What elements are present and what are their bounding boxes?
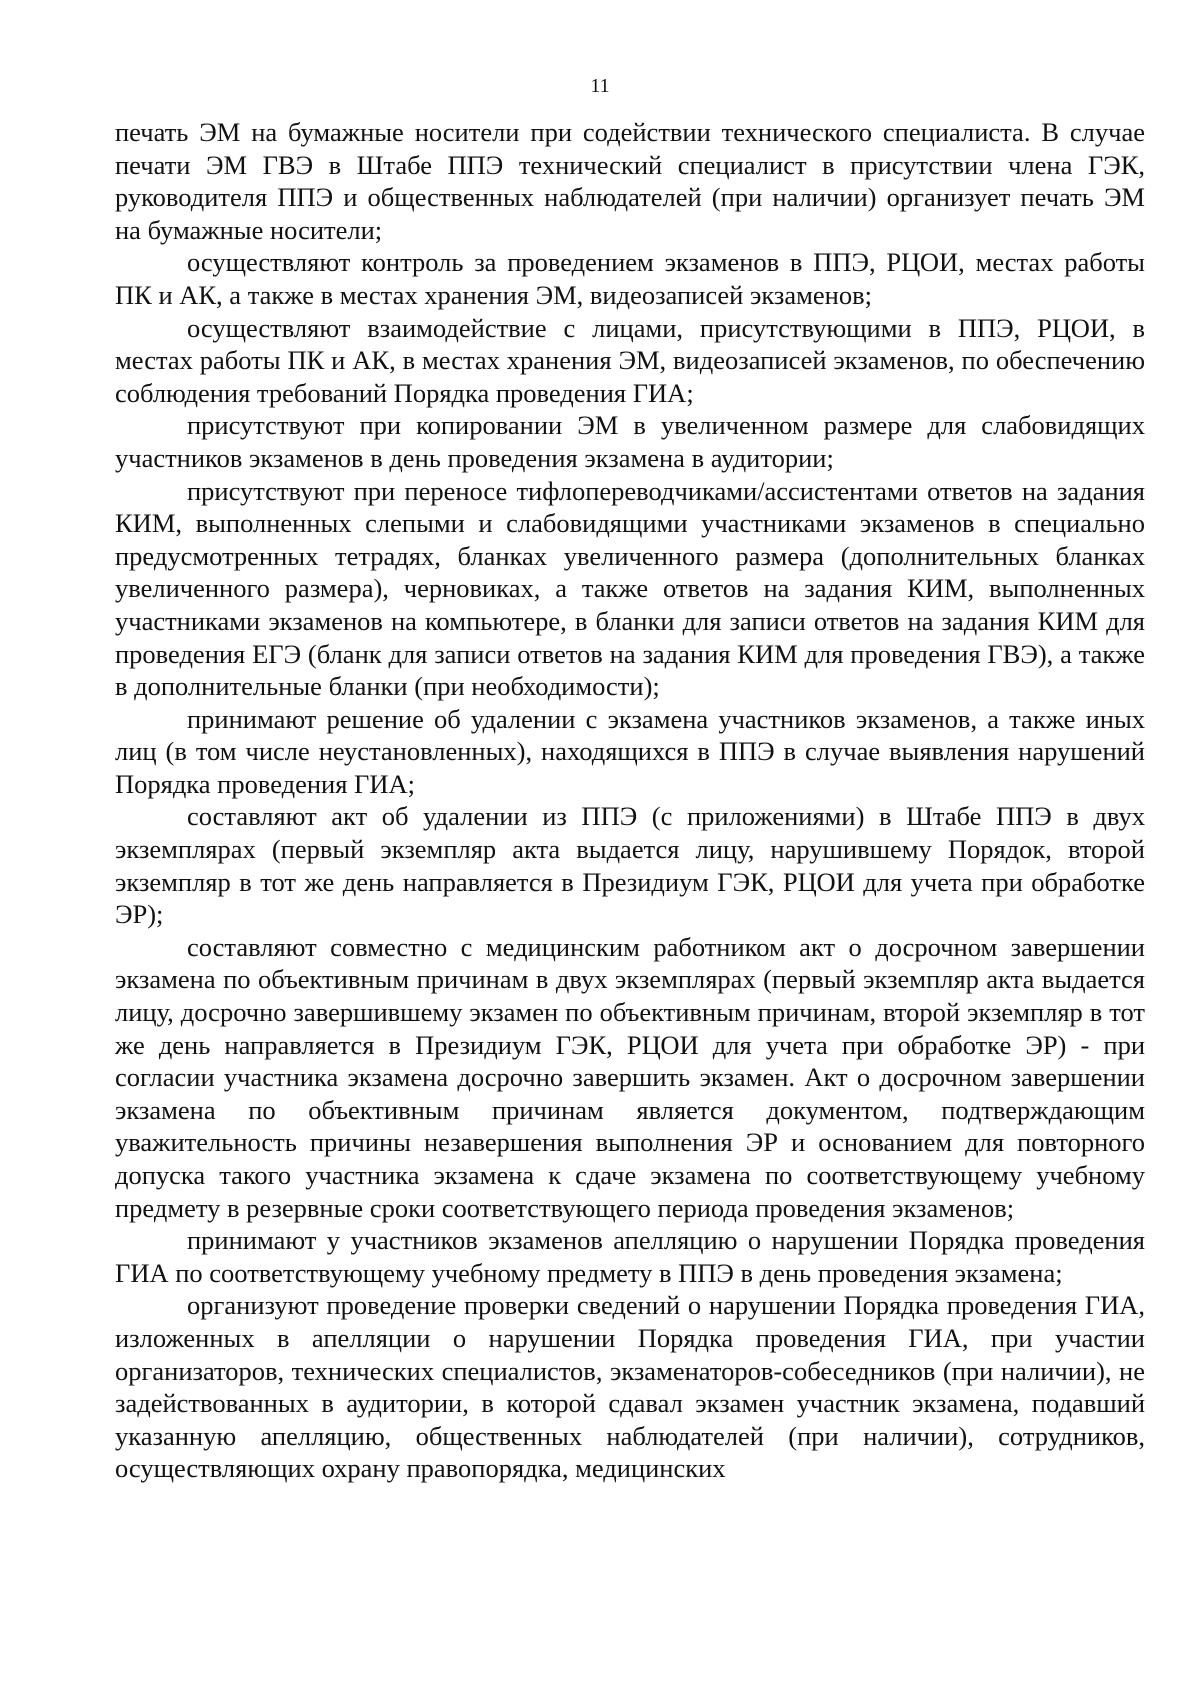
paragraph-appeal-check: организуют проведение проверки сведений о нарушении Порядка проведения ГИА, изложенных в апелляции о нарушении Порядка проведения ГИА, при участии организаторов, технических специалистов, экзаменаторов-собеседников (при наличии), не задействованных в аудитории, в которой сдавал экзамен участник экзамена, подавший указанную апелляцию, общественных наблюдателей (при наличии), сотрудников, осуществляющих охрану правопорядка, медицинских — [115, 1290, 1145, 1484]
paragraph-early-completion-act: составляют совместно с медицинским работником акт о досрочном завершении экзамена по объективным причинам в двух экземплярах (первый экземпляр акта выдается лицу, досрочно завершившему экзамен по объективным причинам, второй экземпляр в тот же день направляется в Президиум ГЭК, РЦОИ для учета при обработке ЭР) - при согласии участника экзамена досрочно завершить экзамен. Акт о досрочном завершении экзамена по объективным причинам является документом, подтверждающим уважительность причины незавершения выполнения ЭР и основанием для повторного допуска такого участника экзамена к сдаче экзамена по соответствующему учебному предмету в резервные сроки соответствующего периода проведения экзаменов; — [115, 931, 1145, 1223]
paragraph-interaction: осуществляют взаимодействие с лицами, присутствующими в ППЭ, РЦОИ, в местах работы ПК и АК, в местах хранения ЭМ, видеозаписей экзаменов, по обеспечению соблюдения требований Порядка проведения ГИА; — [115, 312, 1145, 408]
page-number: 11 — [590, 75, 610, 97]
paragraph-print-em: печать ЭМ на бумажные носители при содействии технического специалиста. В случае печати ЭМ ГВЭ в Штабе ППЭ технический специалист в присутствии члена ГЭК, руководителя ППЭ и общественных наблюдателей (при наличии) организует печать ЭМ на бумажные носители; — [115, 117, 1145, 245]
paragraph-removal-act: составляют акт об удалении из ППЭ (с приложениями) в Штабе ППЭ в двух экземплярах (первый экземпляр акта выдается лицу, нарушившему Порядок, второй экземпляр в тот же день направляется в Президиум ГЭК, РЦОИ для учета при обработке ЭР); — [115, 801, 1145, 930]
paragraph-control-exams: осуществляют контроль за проведением экзаменов в ППЭ, РЦОИ, местах работы ПК и АК, а также в местах хранения ЭМ, видеозаписей экзаменов; — [115, 247, 1145, 310]
document-body — [115, 116, 1145, 1485]
paragraph-copying-em: присутствуют при копировании ЭМ в увеличенном размере для слабовидящих участников экзаменов в день проведения экзамена в аудитории; — [115, 410, 1145, 473]
paragraph-removal-decision: принимают решение об удалении с экзамена участников экзаменов, а также иных лиц (в том числе неустановленных), находящихся в ППЭ в случае выявления нарушений Порядка проведения ГИА; — [115, 703, 1145, 799]
paragraph-transfer-answers: присутствуют при переносе тифлопереводчиками/ассистентами ответов на задания КИМ, выполненных слепыми и слабовидящими участниками экзаменов в специально предусмотренных тетрадях, бланках увеличенного размера (дополнительных бланках увеличенного размера), черновиках, а также ответов на задания КИМ, выполненных участниками экзаменов на компьютере, в бланки для записи ответов на задания КИМ для проведения ЕГЭ (бланк для записи ответов на задания КИМ для проведения ГВЭ), а также в дополнительные бланки (при необходимости); — [115, 475, 1145, 702]
paragraph-appeal: принимают у участников экзаменов апелляцию о нарушении Порядка проведения ГИА по соответствующему учебному предмету в ППЭ в день проведения экзамена; — [115, 1225, 1145, 1288]
